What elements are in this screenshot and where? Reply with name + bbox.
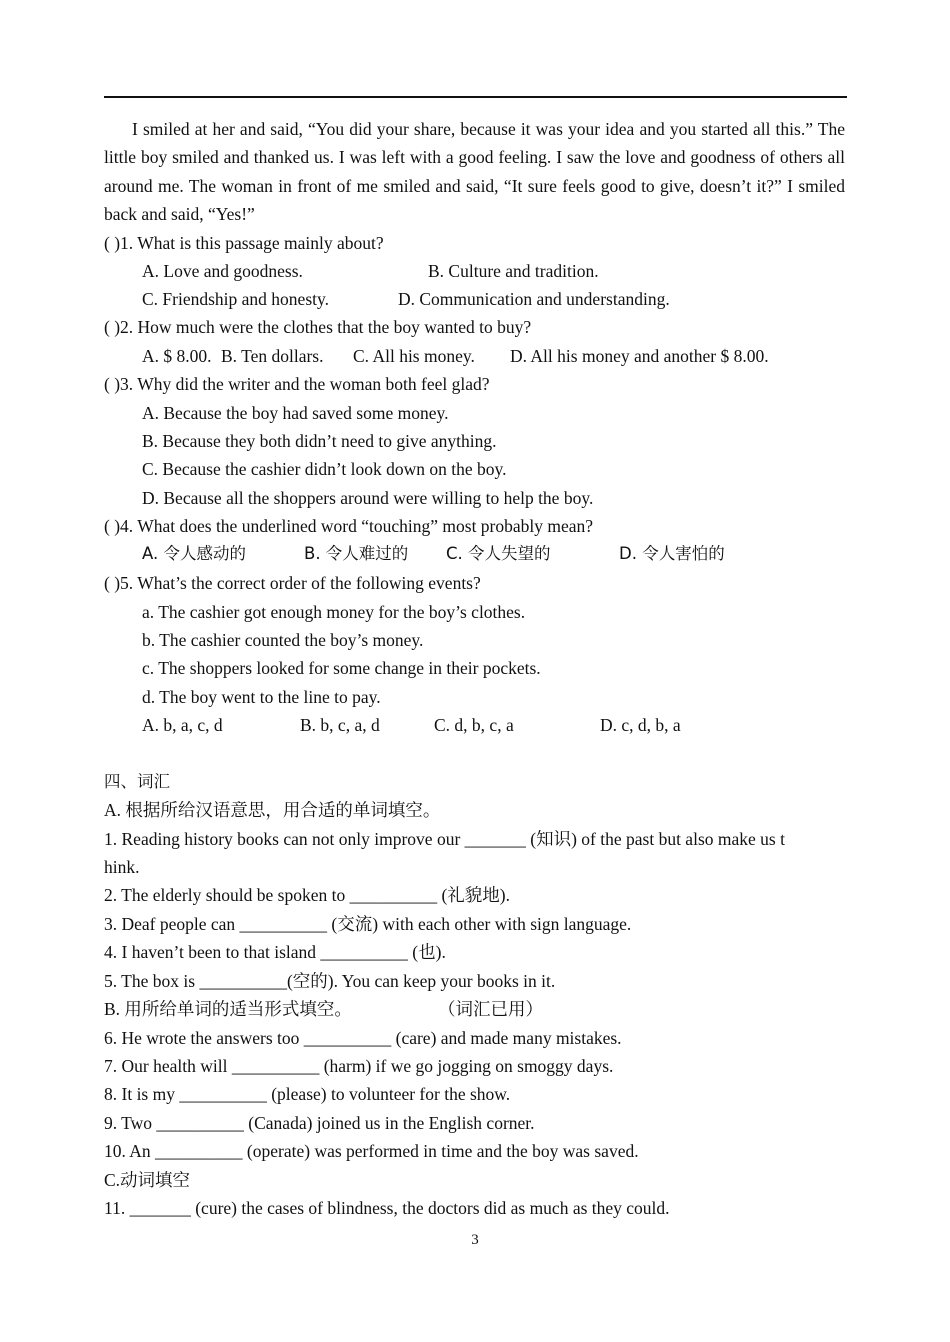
question-5-stem: ( )5. What’s the correct order of the following events? (104, 573, 481, 593)
vocab-part-b-instruction: B. 用所给单词的适当形式填空。 (104, 999, 352, 1019)
vocab-item-1: 1. Reading history books can not only improve our _______ (知识) of the past but also make us t (104, 829, 785, 849)
vocab-item-11: 11. _______ (cure) the cases of blindness, the doctors did as much as they could. (104, 1198, 670, 1218)
question-3-option-c: C. Because the cashier didn’t look down on the boy. (142, 459, 507, 479)
question-5-option-c: C. d, b, c, a (434, 715, 514, 735)
question-5-option-a: A. b, a, c, d (142, 715, 223, 735)
question-5-event-c: c. The shoppers looked for some change in their pockets. (142, 658, 541, 678)
vocab-item-5: 5. The box is __________(空的). You can keep your books in it. (104, 971, 556, 991)
question-1-option-b: B. Culture and tradition. (428, 261, 599, 281)
question-5-option-d: D. c, d, b, a (600, 715, 681, 735)
question-1-option-c: C. Friendship and honesty. (142, 289, 329, 309)
question-4-option-a: A. 令人感动的 (142, 544, 246, 563)
vocab-part-c-instruction: C.动词填空 (104, 1170, 191, 1190)
vocab-item-8: 8. It is my __________ (please) to volunteer for the show. (104, 1084, 511, 1104)
vocab-item-4: 4. I haven’t been to that island __________ (也). (104, 942, 446, 962)
question-1-option-a: A. Love and goodness. (142, 261, 303, 281)
question-1-option-d: D. Communication and understanding. (398, 289, 670, 309)
question-2-option-d: D. All his money and another $ 8.00. (510, 346, 769, 366)
header-rule (104, 96, 847, 98)
question-4-option-d: D. 令人害怕的 (619, 544, 725, 563)
question-2-option-a: A. $ 8.00. (142, 346, 212, 366)
question-4-option-b: B. 令人难过的 (304, 544, 409, 563)
question-2-option-b: B. Ten dollars. (221, 346, 324, 366)
vocab-item-1-cont: hink. (104, 857, 140, 877)
vocab-item-6: 6. He wrote the answers too __________ (care) and made many mistakes. (104, 1028, 622, 1048)
question-5-event-d: d. The boy went to the line to pay. (142, 687, 381, 707)
vocab-item-3: 3. Deaf people can __________ (交流) with each other with sign language. (104, 914, 632, 934)
question-3-option-a: A. Because the boy had saved some money. (142, 403, 449, 423)
passage-paragraph: I smiled at her and said, “You did your share, because it was your idea and you started all this.” The little boy smiled and thanked us. I was left with a good feeling. I saw the love and goodness of others all around me. The woman in front of me smiled and said, “It sure feels good to give, doesn’t it?” I smiled back and said, “Yes!” (104, 119, 845, 225)
vocab-item-2: 2. The elderly should be spoken to __________ (礼貌地). (104, 885, 511, 905)
question-5-event-a: a. The cashier got enough money for the boy’s clothes. (142, 602, 526, 622)
vocab-part-a-instruction: A. 根据所给汉语意思，用合适的单词填空。 (104, 800, 441, 820)
question-5-option-b: B. b, c, a, d (300, 715, 380, 735)
vocab-item-10: 10. An __________ (operate) was performed in time and the boy was saved. (104, 1141, 639, 1161)
question-3-option-b: B. Because they both didn’t need to give anything. (142, 431, 497, 451)
question-5-event-b: b. The cashier counted the boy’s money. (142, 630, 424, 650)
question-4-stem: ( )4. What does the underlined word “touching” most probably mean? (104, 516, 594, 536)
question-2-stem: ( )2. How much were the clothes that the boy wanted to buy? (104, 317, 532, 337)
vocab-item-9: 9. Two __________ (Canada) joined us in the English corner. (104, 1113, 535, 1133)
vocab-heading: 四、词汇 (104, 772, 170, 791)
vocab-part-b-note: （词汇已用） (438, 999, 543, 1019)
question-1-stem: ( )1. What is this passage mainly about? (104, 233, 384, 253)
page-number: 3 (471, 1232, 479, 1248)
vocab-item-7: 7. Our health will __________ (harm) if we go jogging on smoggy days. (104, 1056, 614, 1076)
question-3-stem: ( )3. Why did the writer and the woman both feel glad? (104, 374, 490, 394)
question-4-option-c: C. 令人失望的 (446, 544, 551, 563)
question-2-option-c: C. All his money. (353, 346, 475, 366)
question-3-option-d: D. Because all the shoppers around were willing to help the boy. (142, 488, 594, 508)
